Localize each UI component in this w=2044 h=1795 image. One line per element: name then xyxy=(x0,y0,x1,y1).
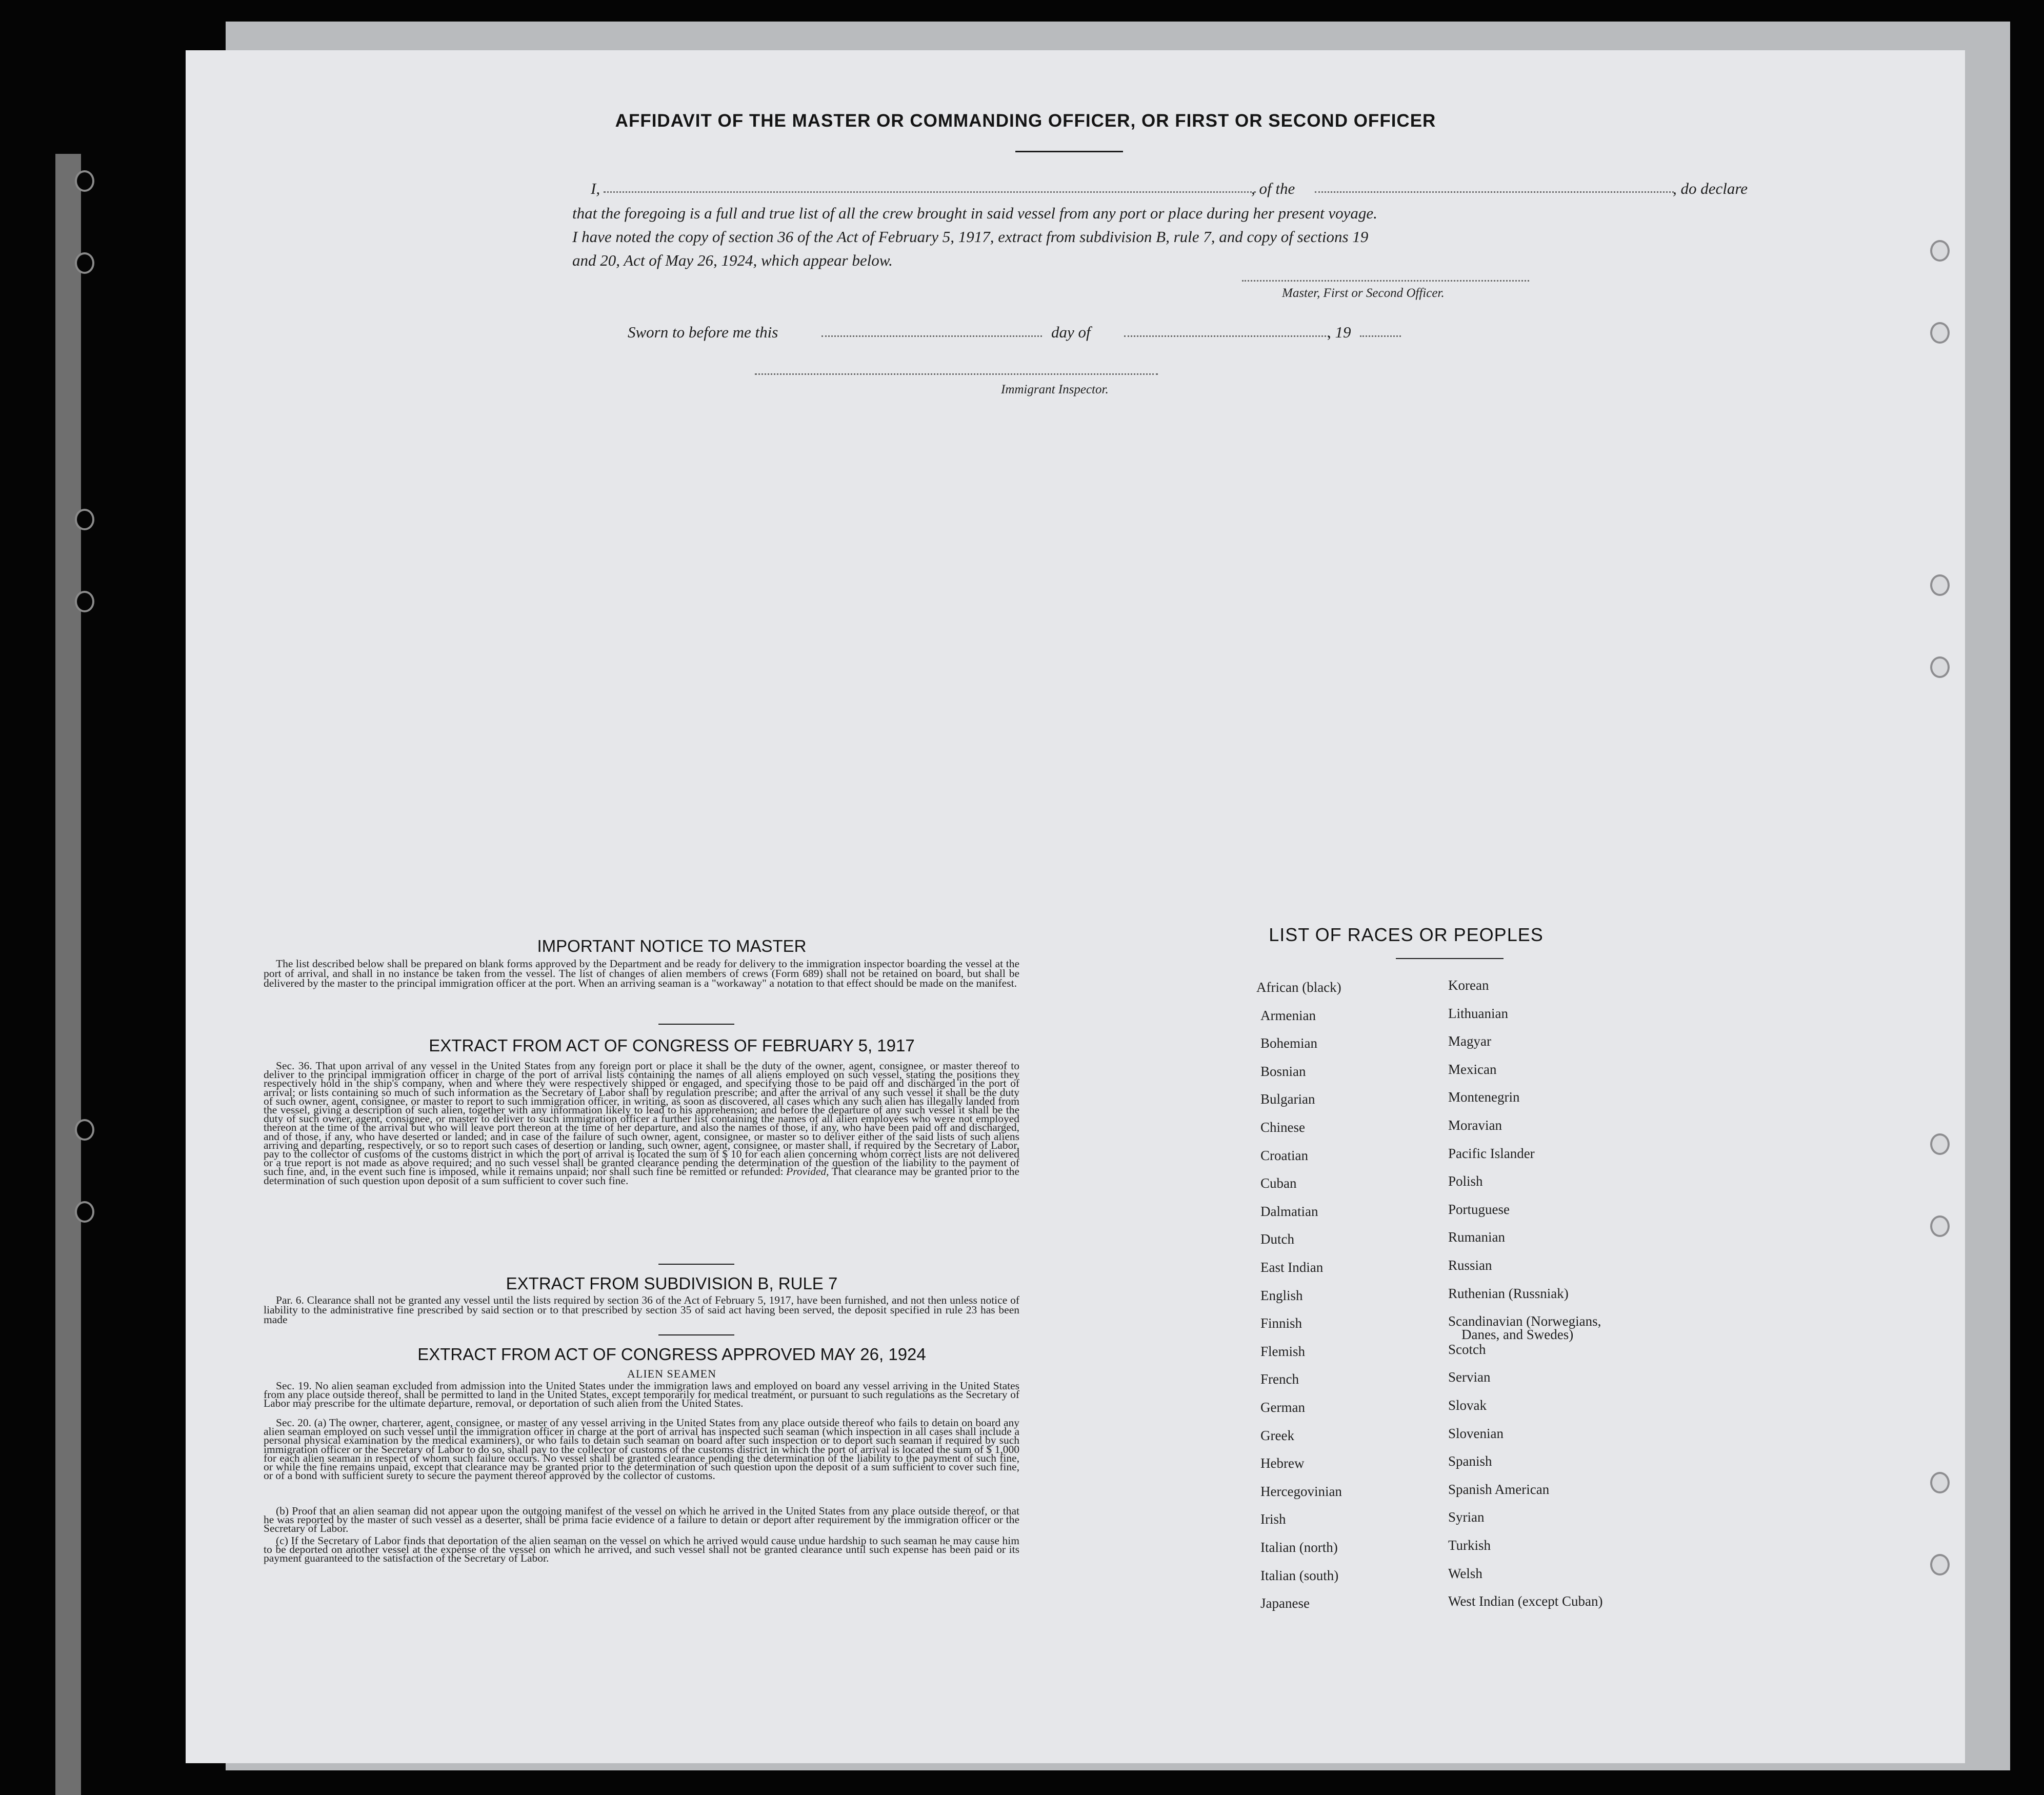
race-right-item: Scotch xyxy=(1448,1341,1486,1357)
race-right-item: Korean xyxy=(1448,978,1489,993)
extract-1924-sec20a: Sec. 20. (a) The owner, charterer, agent, consignee, or master of any vessel arriving in the United States from any place outside thereof who fails to detain on board any alien seaman employed on such vessel until the immigration officer in charge at the port of arrival has inspected such seaman (which inspection in all cases shall include a personal physical examination by the medical examiners), or who fails to detain such seaman on board after such inspection or to deport such seaman if required by such immigration officer or the Secretary of Labor to do so, shall pay to the collector of customs of the customs district in which the port of arrival is located the sum of $ 1,000 for each alien seaman in respect of whom such failure occurs. No vessel shall be granted clearance pending the determination of the liability to the payment of such fine, or while the fine remains unpaid, except that clearance may be granted prior to the determination of such question upon the deposit of a sum sufficient to cover such fine, or of a bond with sufficient surety to secure the payment thereof approved by the collector of customs. xyxy=(264,1417,1019,1482)
punch-hole xyxy=(1930,1133,1950,1155)
punch-hole xyxy=(1930,240,1950,262)
race-left-item: Dalmatian xyxy=(1260,1203,1318,1219)
race-left-item: Irish xyxy=(1260,1511,1286,1527)
race-right-item: Welsh xyxy=(1448,1565,1482,1581)
race-left-item: Hebrew xyxy=(1260,1455,1305,1471)
subdivision-b-text: Par. 6. Clearance shall not be granted any vessel until the lists required by section 36 of the Act of February 5, 1917, have been furnished, and not then unless notice of liability to the administrative fine prescribed by said section or to that prescribed by section 35 of said act having been served, the deposit specified in rule 23 has been made xyxy=(264,1294,1019,1326)
master-caption: Master, First or Second Officer. xyxy=(1282,286,1445,300)
subdivision-b-title: EXTRACT FROM SUBDIVISION B, RULE 7 xyxy=(506,1274,838,1293)
master-signature-blank[interactable] xyxy=(1242,280,1529,282)
punch-hole xyxy=(1930,322,1950,344)
extract-1924-sec20c: (c) If the Secretary of Labor finds that deportation of the alien seaman on the vessel on which he arrived would cause undue hardship to such seaman he may cause him to be deported on another vessel at the expense of the vessel on which he arrived, and such vessel shall not be granted clearance until such expense has been paid or its payment guaranteed to the satisfaction of the Secretary of Labor. xyxy=(264,1534,1019,1565)
affidavit-body-line3: and 20, Act of May 26, 1924, which appear below. xyxy=(572,251,893,269)
section-rule xyxy=(658,1024,734,1025)
race-left-item: Armenian xyxy=(1260,1007,1316,1023)
extract-1924-title: EXTRACT FROM ACT OF CONGRESS APPROVED MAY 26, 1924 xyxy=(417,1345,926,1364)
race-left-item: Japanese xyxy=(1260,1595,1310,1611)
race-left-item: African (black) xyxy=(1256,980,1341,995)
sworn-day-blank[interactable] xyxy=(821,335,1042,337)
affidavit-of-the: , of the xyxy=(1251,180,1295,197)
race-left-item: Croatian xyxy=(1260,1147,1308,1163)
race-right-item: Spanish xyxy=(1448,1453,1492,1469)
race-left-item: East Indian xyxy=(1260,1260,1324,1275)
races-rule xyxy=(1396,958,1504,959)
race-right-item: Montenegrin xyxy=(1448,1089,1520,1105)
race-right-item: Polish xyxy=(1448,1173,1483,1189)
race-right-item: Servian xyxy=(1448,1369,1491,1385)
race-left-item: Italian (south) xyxy=(1260,1567,1339,1583)
binder-hole xyxy=(75,170,94,192)
extract-1917-text xyxy=(264,1062,1019,1185)
race-left-item: Greek xyxy=(1260,1427,1294,1443)
punch-hole xyxy=(1930,1554,1950,1575)
race-left-item: Bosnian xyxy=(1260,1063,1306,1079)
race-left-item: Bohemian xyxy=(1260,1035,1317,1051)
race-right-item: Russian xyxy=(1448,1258,1492,1273)
year-label: , 19 xyxy=(1327,323,1351,341)
extract-1917-text-start: Sec. 36. That upon arrival of any vessel in the United States from any foreign port or place it shall be the duty of the owner, agent, consignee, or master thereof to deliver to the principal immigration officer in charge of the port of arrival lists containing the names of all aliens employed on such vessel, stating the positions they respectively hold in the ship's company, when and where they were respectively shipped or engaged, and specifying those to be paid off and discharged in the port of arrival; or lists containing so much of such information as the Secretary of Labor shall by regulation prescribe; and after the arrival of any such vessel it shall be the duty of such owner, agent, consignee, or master to report to such immigration officer, in writing, as soon as discovered, all cases which any such alien has illegally landed from the vessel, giving a description of such alien, together with any information likely to lead to his apprehension; and before the departure of any such vessel it shall be the duty of such owner, agent, consignee, or master to deliver to such immigration officer a further list containing the names of all alien employees who were not employed thereon at the time of the arrival but who will leave port thereon at the time of her departure, and also the names of those, if any, who have been paid off and discharged, and of those, if any, who have deserted or landed; and in case of the failure of such owner, agent, consignee, or master so to deliver either of the said lists of such aliens arriving and departing, respectively, or so to report such cases of desertion or landing, such owner, agent, consignee, or master shall, if required by the Secretary of Labor, pay to the collector of customs of the customs district in which the port of arrival is located the sum of $ 10 for each alien concerning whom correct lists are not delivered or a true report is not made as above required; and no such vessel shall be granted clearance pending the determination of the question of the liability to the payment of such fine, and, in the event such fine is imposed, while it remains unpaid; nor shall such fine be remitted or refunded: xyxy=(264,1060,1019,1178)
punch-hole xyxy=(1930,1215,1950,1237)
inspector-signature-blank[interactable] xyxy=(755,373,1158,375)
races-title: LIST OF RACES OR PEOPLES xyxy=(1269,924,1544,945)
race-left-item: English xyxy=(1260,1287,1303,1303)
binder-hole xyxy=(75,252,94,274)
race-right-item: West Indian (except Cuban) xyxy=(1448,1593,1603,1609)
race-left-item: Flemish xyxy=(1260,1343,1306,1359)
race-right-item: Turkish xyxy=(1448,1538,1491,1553)
race-right-item: Spanish American xyxy=(1448,1481,1550,1497)
race-right-item: Magyar xyxy=(1448,1033,1491,1049)
extract-1917-provided: Provided, xyxy=(786,1165,829,1178)
extract-1917-title: EXTRACT FROM ACT OF CONGRESS OF FEBRUARY 5, 1917 xyxy=(429,1036,915,1055)
race-right-item: Syrian xyxy=(1448,1509,1485,1525)
race-right-item: Moravian xyxy=(1448,1118,1502,1133)
binder-hole xyxy=(75,1201,94,1223)
race-left-item: French xyxy=(1260,1371,1299,1387)
form-page xyxy=(186,50,1965,1763)
extract-1924-sec19: Sec. 19. No alien seaman excluded from admission into the United States under the immigration laws and employed on board any vessel arriving in the United States from any place outside thereof, shall be permitted to land in the United States, except temporarily for medical treatment, or pursuant to such regulations as the Secretary of Labor may prescribe for the ultimate departure, removal, or deportation of such alien from the United States. xyxy=(264,1380,1019,1410)
race-right-item: Portuguese xyxy=(1448,1201,1510,1217)
race-right-item: Rumanian xyxy=(1448,1229,1505,1245)
section-rule xyxy=(658,1334,734,1335)
name-blank[interactable] xyxy=(604,191,1256,193)
binder-hole xyxy=(75,509,94,530)
affidavit-body-line2: I have noted the copy of section 36 of the Act of February 5, 1917, extract from subdivision B, rule 7, and copy of sections 19 xyxy=(572,228,1369,246)
race-right-item: Mexican xyxy=(1448,1061,1497,1077)
title-rule xyxy=(1015,151,1123,152)
affidavit-do-declare: , do declare xyxy=(1673,180,1748,197)
affidavit-body-line1: that the foregoing is a full and true list of all the crew brought in said vessel from any port or place during her present voyage. xyxy=(572,204,1377,222)
race-left-item: German xyxy=(1260,1400,1305,1415)
race-right-item: Scandinavian (Norwegians, xyxy=(1448,1313,1601,1329)
notice-title: IMPORTANT NOTICE TO MASTER xyxy=(537,936,807,955)
punch-hole xyxy=(1930,656,1950,678)
race-right-item: Pacific Islander xyxy=(1448,1145,1535,1161)
race-right-item: Ruthenian (Russniak) xyxy=(1448,1285,1569,1301)
race-right-item: Slovenian xyxy=(1448,1425,1504,1441)
extract-1924-sec20b: (b) Proof that an alien seaman did not appear upon the outgoing manifest of the vessel on which he arrived in the United States from any place outside thereof, or that he was reported by the master of such vessel as a deserter, shall be prima facie evidence of a failure to detain or deport after requirement by the immigration officer or the Secretary of Labor. xyxy=(264,1505,1019,1535)
extract-1917-text-end: That clearance may be granted prior to the determination of such question upon deposit of a sum sufficient to cover such fine. xyxy=(264,1165,1019,1187)
inspector-caption: Immigrant Inspector. xyxy=(1001,383,1109,396)
extract-1924-subtitle: ALIEN SEAMEN xyxy=(627,1367,716,1380)
binder-strip xyxy=(55,154,81,1795)
sworn-month-blank[interactable] xyxy=(1124,335,1329,337)
affidavit-title: AFFIDAVIT OF THE MASTER OR COMMANDING OFFICER, OR FIRST OR SECOND OFFICER xyxy=(615,111,1436,131)
punch-hole xyxy=(1930,574,1950,596)
section-rule xyxy=(658,1264,734,1265)
vessel-blank[interactable] xyxy=(1315,191,1674,193)
race-right-item: Lithuanian xyxy=(1448,1005,1508,1021)
race-left-item: Hercegovinian xyxy=(1260,1483,1342,1499)
sworn-label: Sworn to before me this xyxy=(628,323,778,341)
race-left-item: Bulgarian xyxy=(1260,1091,1315,1107)
race-left-item: Italian (north) xyxy=(1260,1540,1338,1555)
affidavit-i-label: I, xyxy=(591,180,600,197)
binder-hole xyxy=(75,1119,94,1141)
binder-hole xyxy=(75,591,94,612)
race-left-item: Chinese xyxy=(1260,1120,1305,1135)
sworn-year-blank[interactable] xyxy=(1360,335,1401,337)
day-of-label: day of xyxy=(1051,323,1091,341)
race-left-item: Finnish xyxy=(1260,1315,1302,1331)
race-left-item: Dutch xyxy=(1260,1231,1294,1247)
notice-text: The list described below shall be prepared on blank forms approved by the Department and be ready for delivery to the immigration inspector boarding the vessel at the port of arrival, and shall in no instance be taken from the vessel. The list of changes of alien members of crews (Form 689) shall not be retained on board, but shall be delivered by the master to the principal immigration officer at the port. When an arriving seaman is a "workaway" a notation to that effect should be made on the manifest. xyxy=(264,958,1019,989)
race-left-item: Cuban xyxy=(1260,1175,1297,1191)
race-right-item: Danes, and Swedes) xyxy=(1461,1327,1574,1343)
punch-hole xyxy=(1930,1472,1950,1493)
race-right-item: Slovak xyxy=(1448,1398,1487,1413)
